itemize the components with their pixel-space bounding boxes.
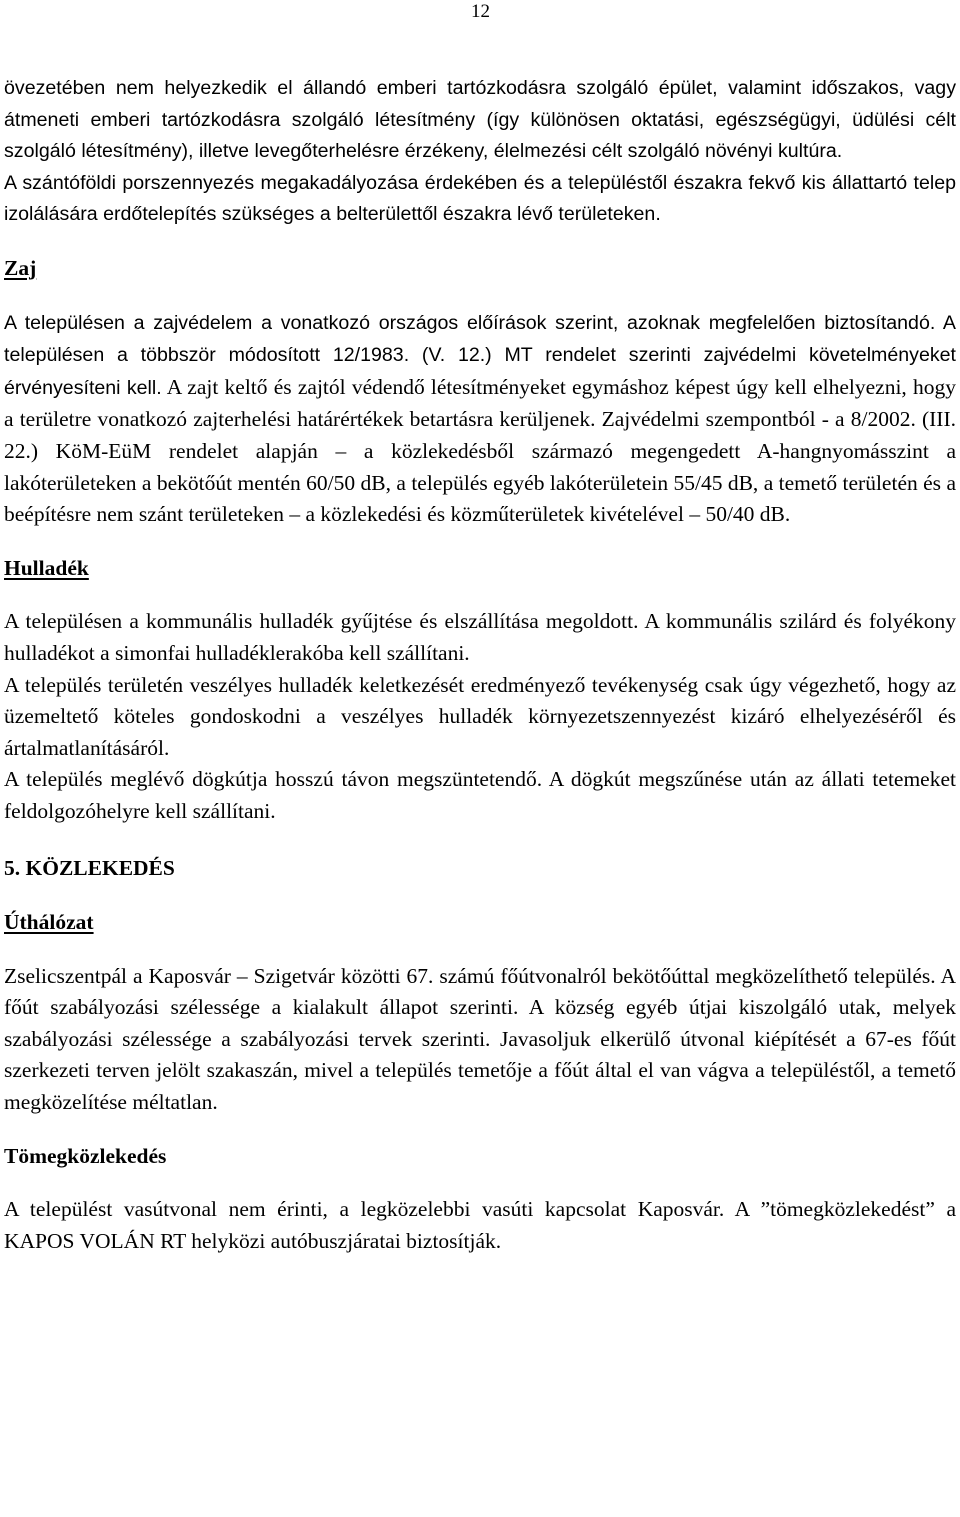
hulladek-paragraph-1: A településen a kommunális hulladék gyűjtése és elszállítása megoldott. A kommunális szilárd és folyékony hulladékot a simonfai hulladéklerakóba kell szállítani. (4, 609, 956, 665)
zaj-heading: Zaj (4, 255, 37, 280)
hulladek-paragraph-3: A település meglévő dögkútja hosszú távon megszüntetendő. A dögkút megszűnése után az állati tetemeket feldolgozóhelyre kell szállítani. (4, 767, 956, 823)
environment-paragraph-2: A szántóföldi porszennyezés megakadályozása érdekében és a településtől északra fekvő kis állattartó telep izolálására erdőtelepítés szükséges a belterülettől északra lévő területeken. (4, 171, 956, 226)
zaj-paragraph-part-2: A zajt keltő és zajtól védendő létesítményeket egymáshoz képest úgy kell elhelyezni, hogy a területre vonatkozó zajterhelési határértékek betartásra kerüljenek. Zajvédelmi szempontból - a 8/2002. (III. 22.) KöM-EüM rendelet alapján – a közlekedésből származó megengedett A-hangnyomásszint a lakóterületeken a bekötőút mentén 60/50 dB, a település egyéb lakóterületein 55/45 dB, a temető területén és a beépítésre nem szánt területeken – a közlekedési és közműterületek kivételével – 50/40 dB. (4, 374, 957, 527)
page-number: 12 (471, 1, 490, 22)
uthalozat-heading: Úthálózat (4, 910, 94, 935)
tomegkozlekedes-paragraph: A települést vasútvonal nem érinti, a legközelebbi vasúti kapcsolat Kaposvár. A ”tömegközlekedést” a KAPOS VOLÁN RT helyközi autóbuszjáratai biztosítják. (4, 1197, 956, 1253)
tomegkozlekedes-heading: Tömegközlekedés (4, 1143, 167, 1168)
document-body (4, 73, 956, 1257)
environment-paragraph-1: övezetében nem helyezkedik el állandó emberi tartózkodásra szolgáló épület, valamint időszakos, vagy átmeneti emberi tartózkodásra szolgáló létesítmény (így különösen oktatási, egészségügyi, üdülési célt szolgáló létesítmény), illetve levegőterhelésre érzékeny, élelmezési célt szolgáló növényi kultúra. (4, 77, 956, 163)
zaj-paragraph-part-1: A településen a zajvédelem a vonatkozó országos előírások szerint, azoknak megfelelően biztosítandó. A településen a többször módosított 12/1983. (V. 12.) MT rendelet szerinti zajvédelmi követelményeket érvényesíteni kell. (4, 311, 956, 399)
hulladek-paragraph-2: A település területén veszélyes hulladék keletkezését eredményező tevékenység csak úgy végezhető, hogy az üzemeltető köteles gondoskodni a veszélyes hulladék környezetszennyezést kizáró elhelyezéséről és ártalmatlanításáról. (4, 672, 956, 760)
zaj-paragraph (4, 307, 956, 531)
hulladek-heading: Hulladék (4, 555, 89, 580)
environment-section (4, 73, 956, 231)
uthalozat-paragraph: Zselicszentpál a Kaposvár – Szigetvár közötti 67. számú főútvonalról bekötőúttal megközelíthető település. A főút szabályozási szélessége a kialakult állapot szerinti. A község egyéb útjai kiszolgáló utak, melyek szabályozási szélessége a szabályozási tervek szerinti. Javasoljuk elkerülő útvonal kiépítését a 67-es főút szerkezeti terven jelölt szakaszán, mivel a település temetője a főút által el van vágva a településtől, a temető megközelítése méltatlan. (4, 963, 956, 1115)
kozlekedes-heading: 5. KÖZLEKEDÉS (4, 856, 175, 881)
